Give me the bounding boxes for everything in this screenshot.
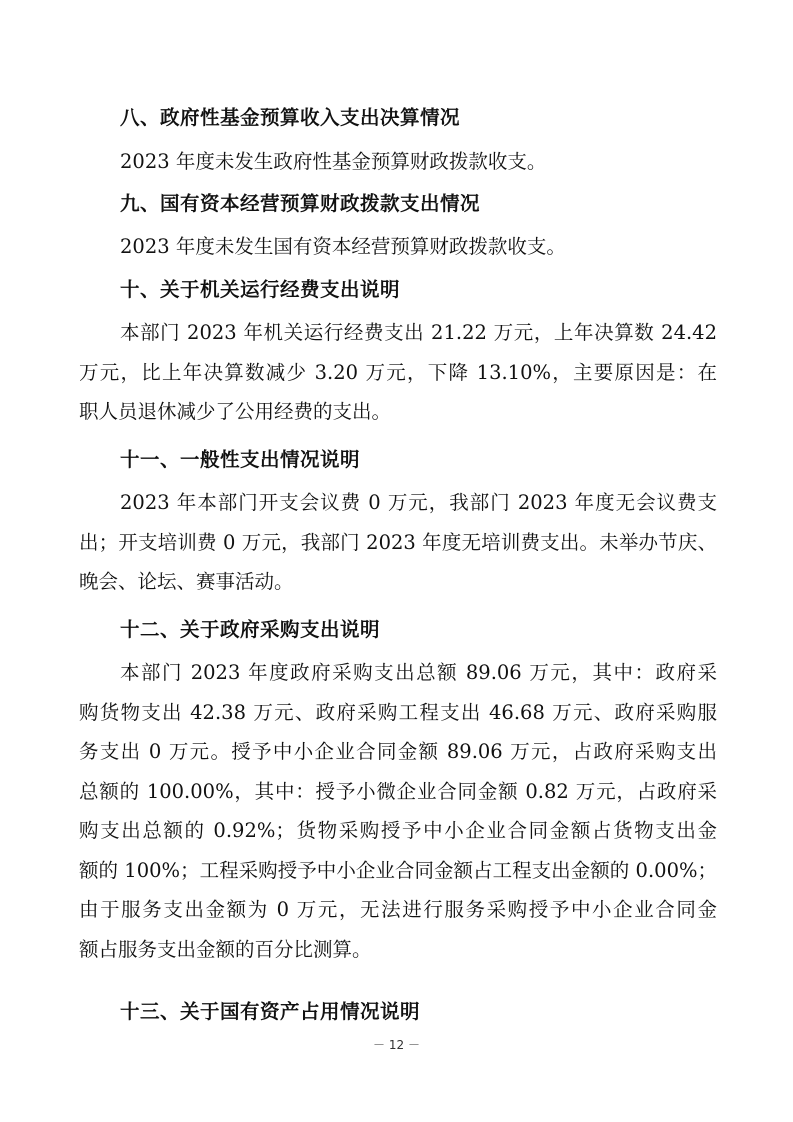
page-number: － 12 － [373,1038,420,1052]
paragraph-line: 晚会、论坛、赛事活动。 [79,570,294,593]
paragraph-line: 本部门 2023 年机关运行经费支出 21.22 万元，上年决算数 24.42 [120,321,717,344]
section-heading-8: 八、政府性基金预算收入支出决算情况 [120,106,461,129]
paragraph-line: 2023 年度未发生国有资本经营预算财政拨款收支。 [120,235,566,258]
paragraph-line: 额占服务支出金额的百分比测算。 [79,937,372,961]
paragraph-line: 万元，比上年决算数减少 3.20 万元，下降 13.10%，主要原因是：在 [79,360,717,384]
section-heading-9: 九、国有资本经营预算财政拨款支出情况 [120,192,481,215]
section-body-8 [79,142,717,182]
paragraph-line: 2023 年本部门开支会议费 0 万元，我部门 2023 年度无会议费支 [120,491,717,514]
section-heading-10: 十、关于机关运行经费支出说明 [120,278,401,301]
section-body-12 [79,653,717,969]
paragraph-line: 由于服务支出金额为 0 万元，无法进行服务采购授予中小企业合同金 [79,898,717,921]
section-body-9 [79,227,717,267]
section-heading-12: 十二、关于政府采购支出说明 [120,618,381,641]
paragraph-line: 额的 100%；工程采购授予中小企业合同金额占工程支出金额的 0.00%； [79,858,717,882]
paragraph-line: 总额的 100.00%，其中：授予小微企业合同金额 0.82 万元，占政府采 [79,779,717,803]
section-heading-11: 十一、一般性支出情况说明 [120,448,361,471]
paragraph-line: 购货物支出 42.38 万元、政府采购工程支出 46.68 万元、政府采购服 [79,700,717,724]
paragraph-line: 2023 年度未发生政府性基金预算财政拨款收支。 [120,150,547,173]
section-body-10 [79,313,717,432]
paragraph-line: 出；开支培训费 0 万元，我部门 2023 年度无培训费支出。未举办节庆、 [79,530,717,554]
paragraph-line: 务支出 0 万元。授予中小企业合同金额 89.06 万元，占政府采购支出 [79,740,717,763]
paragraph-line: 购支出总额的 0.92%；货物采购授予中小企业合同金额占货物支出金 [79,819,717,842]
section-heading-13: 十三、关于国有资产占用情况说明 [120,1000,421,1023]
paragraph-line: 本部门 2023 年度政府采购支出总额 89.06 万元，其中：政府采 [120,661,717,684]
paragraph-line: 职人员退休减少了公用经费的支出。 [79,400,392,423]
section-body-11 [79,483,717,602]
